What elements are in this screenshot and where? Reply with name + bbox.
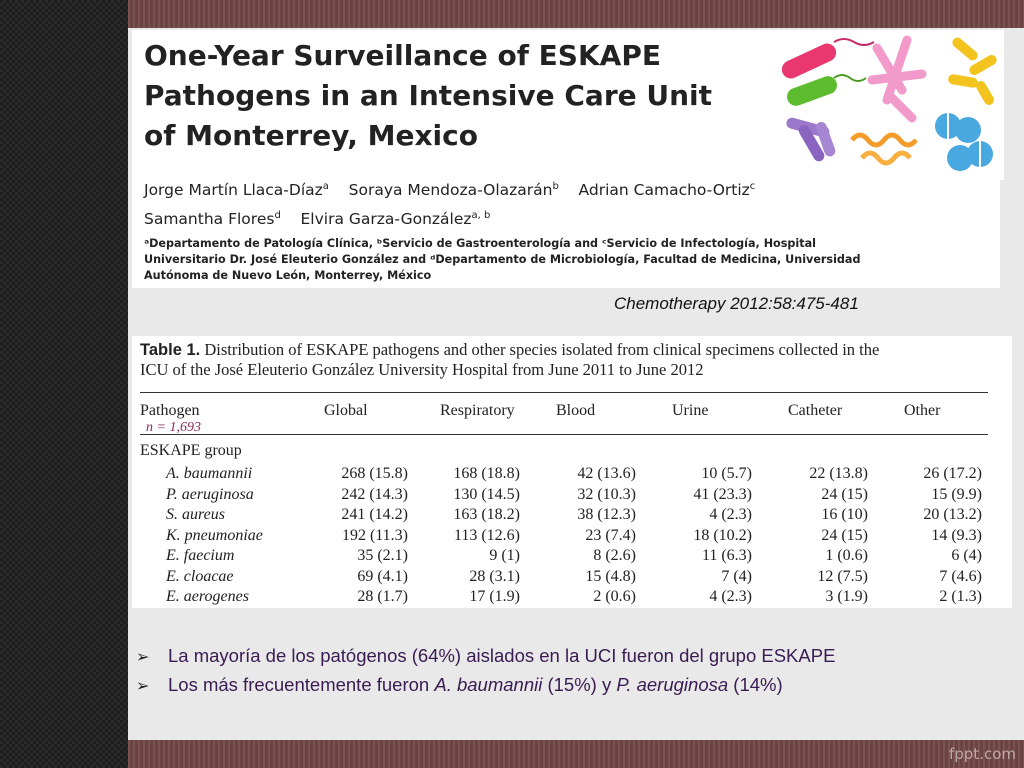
author-sup: c [749, 181, 756, 192]
cell-other: 20 (13.2) [923, 506, 982, 523]
cell-urine: 4 (2.3) [709, 506, 752, 523]
bacteria-illustration-icon [772, 30, 1004, 180]
cell-other: 6 (4) [951, 547, 982, 564]
organism-name: P. aeruginosa [616, 674, 729, 695]
table-rule-top [140, 392, 988, 393]
cell-pathogen: E. faecium [166, 547, 235, 564]
cell-other: 15 (9.9) [931, 485, 982, 503]
table-row [132, 567, 1012, 587]
cell-global: 35 (2.1) [357, 547, 408, 564]
cell-catheter: 16 (10) [821, 506, 868, 523]
cell-pathogen: P. aeruginosa [166, 485, 254, 503]
cell-blood: 32 (10.3) [577, 485, 636, 503]
sample-size-label: n = 1,693 [146, 420, 201, 435]
cell-catheter: 12 (7.5) [817, 567, 868, 585]
author-sup: b [552, 181, 559, 192]
paper-title-line-2: Pathogens in an Intensive Care Unit [144, 79, 713, 112]
table-row [132, 505, 1012, 525]
group-label: ESKAPE group [140, 442, 242, 459]
affiliation-line: Autónoma de Nuevo León, Monterrey, México [144, 269, 432, 282]
cell-global: 268 (15.8) [341, 465, 408, 482]
cell-respiratory: 17 (1.9) [469, 588, 520, 605]
top-decor-band [128, 0, 1024, 28]
col-header-urine: Urine [672, 402, 709, 419]
paper-title-line-1: One-Year Surveillance of ESKAPE [144, 39, 661, 72]
cell-other: 14 (9.3) [931, 526, 982, 544]
affiliation-line: Universitario Dr. José Eleuterio González and ᵈDepartamento de Microbiología, Facultad de Medicina, Universidad [144, 253, 861, 266]
cell-urine: 41 (23.3) [693, 485, 752, 503]
organism-name: A. baumannii [434, 674, 543, 695]
cell-urine: 4 (2.3) [709, 588, 752, 605]
cell-urine: 7 (4) [721, 567, 752, 585]
cell-blood: 8 (2.6) [593, 547, 636, 564]
author-name: Jorge Martín Llaca-Díaz [144, 181, 323, 200]
cell-respiratory: 9 (1) [489, 547, 520, 564]
cell-pathogen: S. aureus [166, 506, 225, 523]
watermark: fppt.com [948, 745, 1016, 763]
author-name: Adrian Camacho-Ortiz [578, 181, 750, 200]
paper-title-line-3: of Monterrey, Mexico [144, 119, 478, 152]
bullet-text-2 [168, 671, 783, 698]
cell-catheter: 3 (1.9) [825, 588, 868, 605]
author-name: Samantha Flores [144, 210, 275, 229]
col-header-pathogen: Pathogen [140, 402, 200, 419]
author-name: Elvira Garza-González [300, 210, 472, 229]
cell-pathogen: A. baumannii [166, 465, 253, 482]
paper-affiliations [144, 236, 874, 284]
paper-title [144, 36, 784, 156]
cell-pathogen: E. aerogenes [166, 588, 249, 605]
col-header-catheter: Catheter [788, 402, 843, 419]
cell-urine: 10 (5.7) [701, 465, 752, 482]
cell-global: 192 (11.3) [341, 526, 408, 544]
cell-pathogen: E. cloacae [166, 567, 234, 585]
bullet-list [136, 642, 1016, 700]
cell-global: 242 (14.3) [341, 485, 408, 503]
cell-other: 2 (1.3) [939, 588, 982, 605]
cell-global: 241 (14.2) [341, 506, 408, 523]
bullet-text-part: (14%) [728, 674, 783, 695]
cell-catheter: 1 (0.6) [825, 547, 868, 564]
bacteria-illustration-svg [772, 30, 1004, 180]
bullet-text-part: Los más frecuentemente fueron [168, 674, 435, 695]
affiliation-line: ᵃDepartamento de Patología Clínica, ᵇServicio de Gastroenterología and ᶜServicio de Infectología, Hospital [144, 237, 816, 250]
table-image [132, 336, 1012, 608]
cell-respiratory: 168 (18.8) [453, 465, 520, 482]
col-header-blood: Blood [556, 402, 596, 419]
bottom-decor-band [128, 740, 1024, 768]
cell-respiratory: 28 (3.1) [469, 567, 520, 585]
table-row [132, 546, 1012, 566]
author-sup: a [322, 181, 329, 192]
cell-catheter: 24 (15) [821, 485, 868, 503]
bullet-text-1: La mayoría de los patógenos (64%) aislados en la UCI fueron del grupo ESKAPE [168, 645, 836, 666]
paper-header-image [132, 30, 1000, 288]
col-header-other: Other [904, 402, 941, 419]
cell-urine: 11 (6.3) [701, 547, 752, 564]
table-row [132, 485, 1012, 505]
cell-blood: 23 (7.4) [585, 526, 636, 544]
table-caption-line-2: ICU of the José Eleuterio González University Hospital from June 2011 to June 2012 [140, 360, 704, 379]
author-name: Soraya Mendoza-Olazarán [348, 181, 553, 200]
cell-catheter: 22 (13.8) [809, 465, 868, 482]
cell-respiratory: 113 (12.6) [453, 526, 520, 544]
left-decor-strip [0, 0, 128, 768]
slide [128, 28, 1024, 740]
cell-blood: 42 (13.6) [577, 465, 636, 482]
col-header-global: Global [324, 402, 368, 419]
cell-catheter: 24 (15) [821, 526, 868, 544]
citation: Chemotherapy 2012:58:475-481 [614, 294, 859, 313]
cell-global: 69 (4.1) [357, 567, 408, 585]
table-rule-header [140, 434, 988, 435]
cell-respiratory: 130 (14.5) [453, 485, 520, 503]
arrow-bullet-icon: ➢ [136, 649, 150, 666]
cell-pathogen: K. pneumoniae [166, 526, 263, 544]
table-row [132, 464, 1012, 484]
bullet-item [136, 671, 1016, 700]
cell-blood: 38 (12.3) [577, 506, 636, 523]
bullet-item [136, 642, 1016, 671]
arrow-bullet-icon: ➢ [136, 678, 150, 695]
cell-other: 7 (4.6) [939, 567, 982, 585]
cell-other: 26 (17.2) [923, 465, 982, 482]
table-caption-label: Table 1. [140, 341, 201, 359]
table-row [132, 526, 1012, 546]
cell-blood: 2 (0.6) [593, 588, 636, 605]
col-header-respiratory: Respiratory [440, 402, 515, 419]
author-sup: d [274, 210, 281, 222]
cell-blood: 15 (4.8) [585, 567, 636, 585]
bullet-text-part: (15%) y [542, 674, 617, 695]
cell-urine: 18 (10.2) [693, 526, 752, 544]
table-row [132, 587, 1012, 607]
table-caption [140, 340, 1000, 380]
table-caption-line-1: Distribution of ESKAPE pathogens and other species isolated from clinical specimens collected in the [200, 340, 880, 359]
author-sup: a, b [471, 210, 491, 222]
paper-authors [144, 174, 874, 232]
cell-respiratory: 163 (18.2) [453, 506, 520, 523]
cell-global: 28 (1.7) [357, 588, 408, 605]
